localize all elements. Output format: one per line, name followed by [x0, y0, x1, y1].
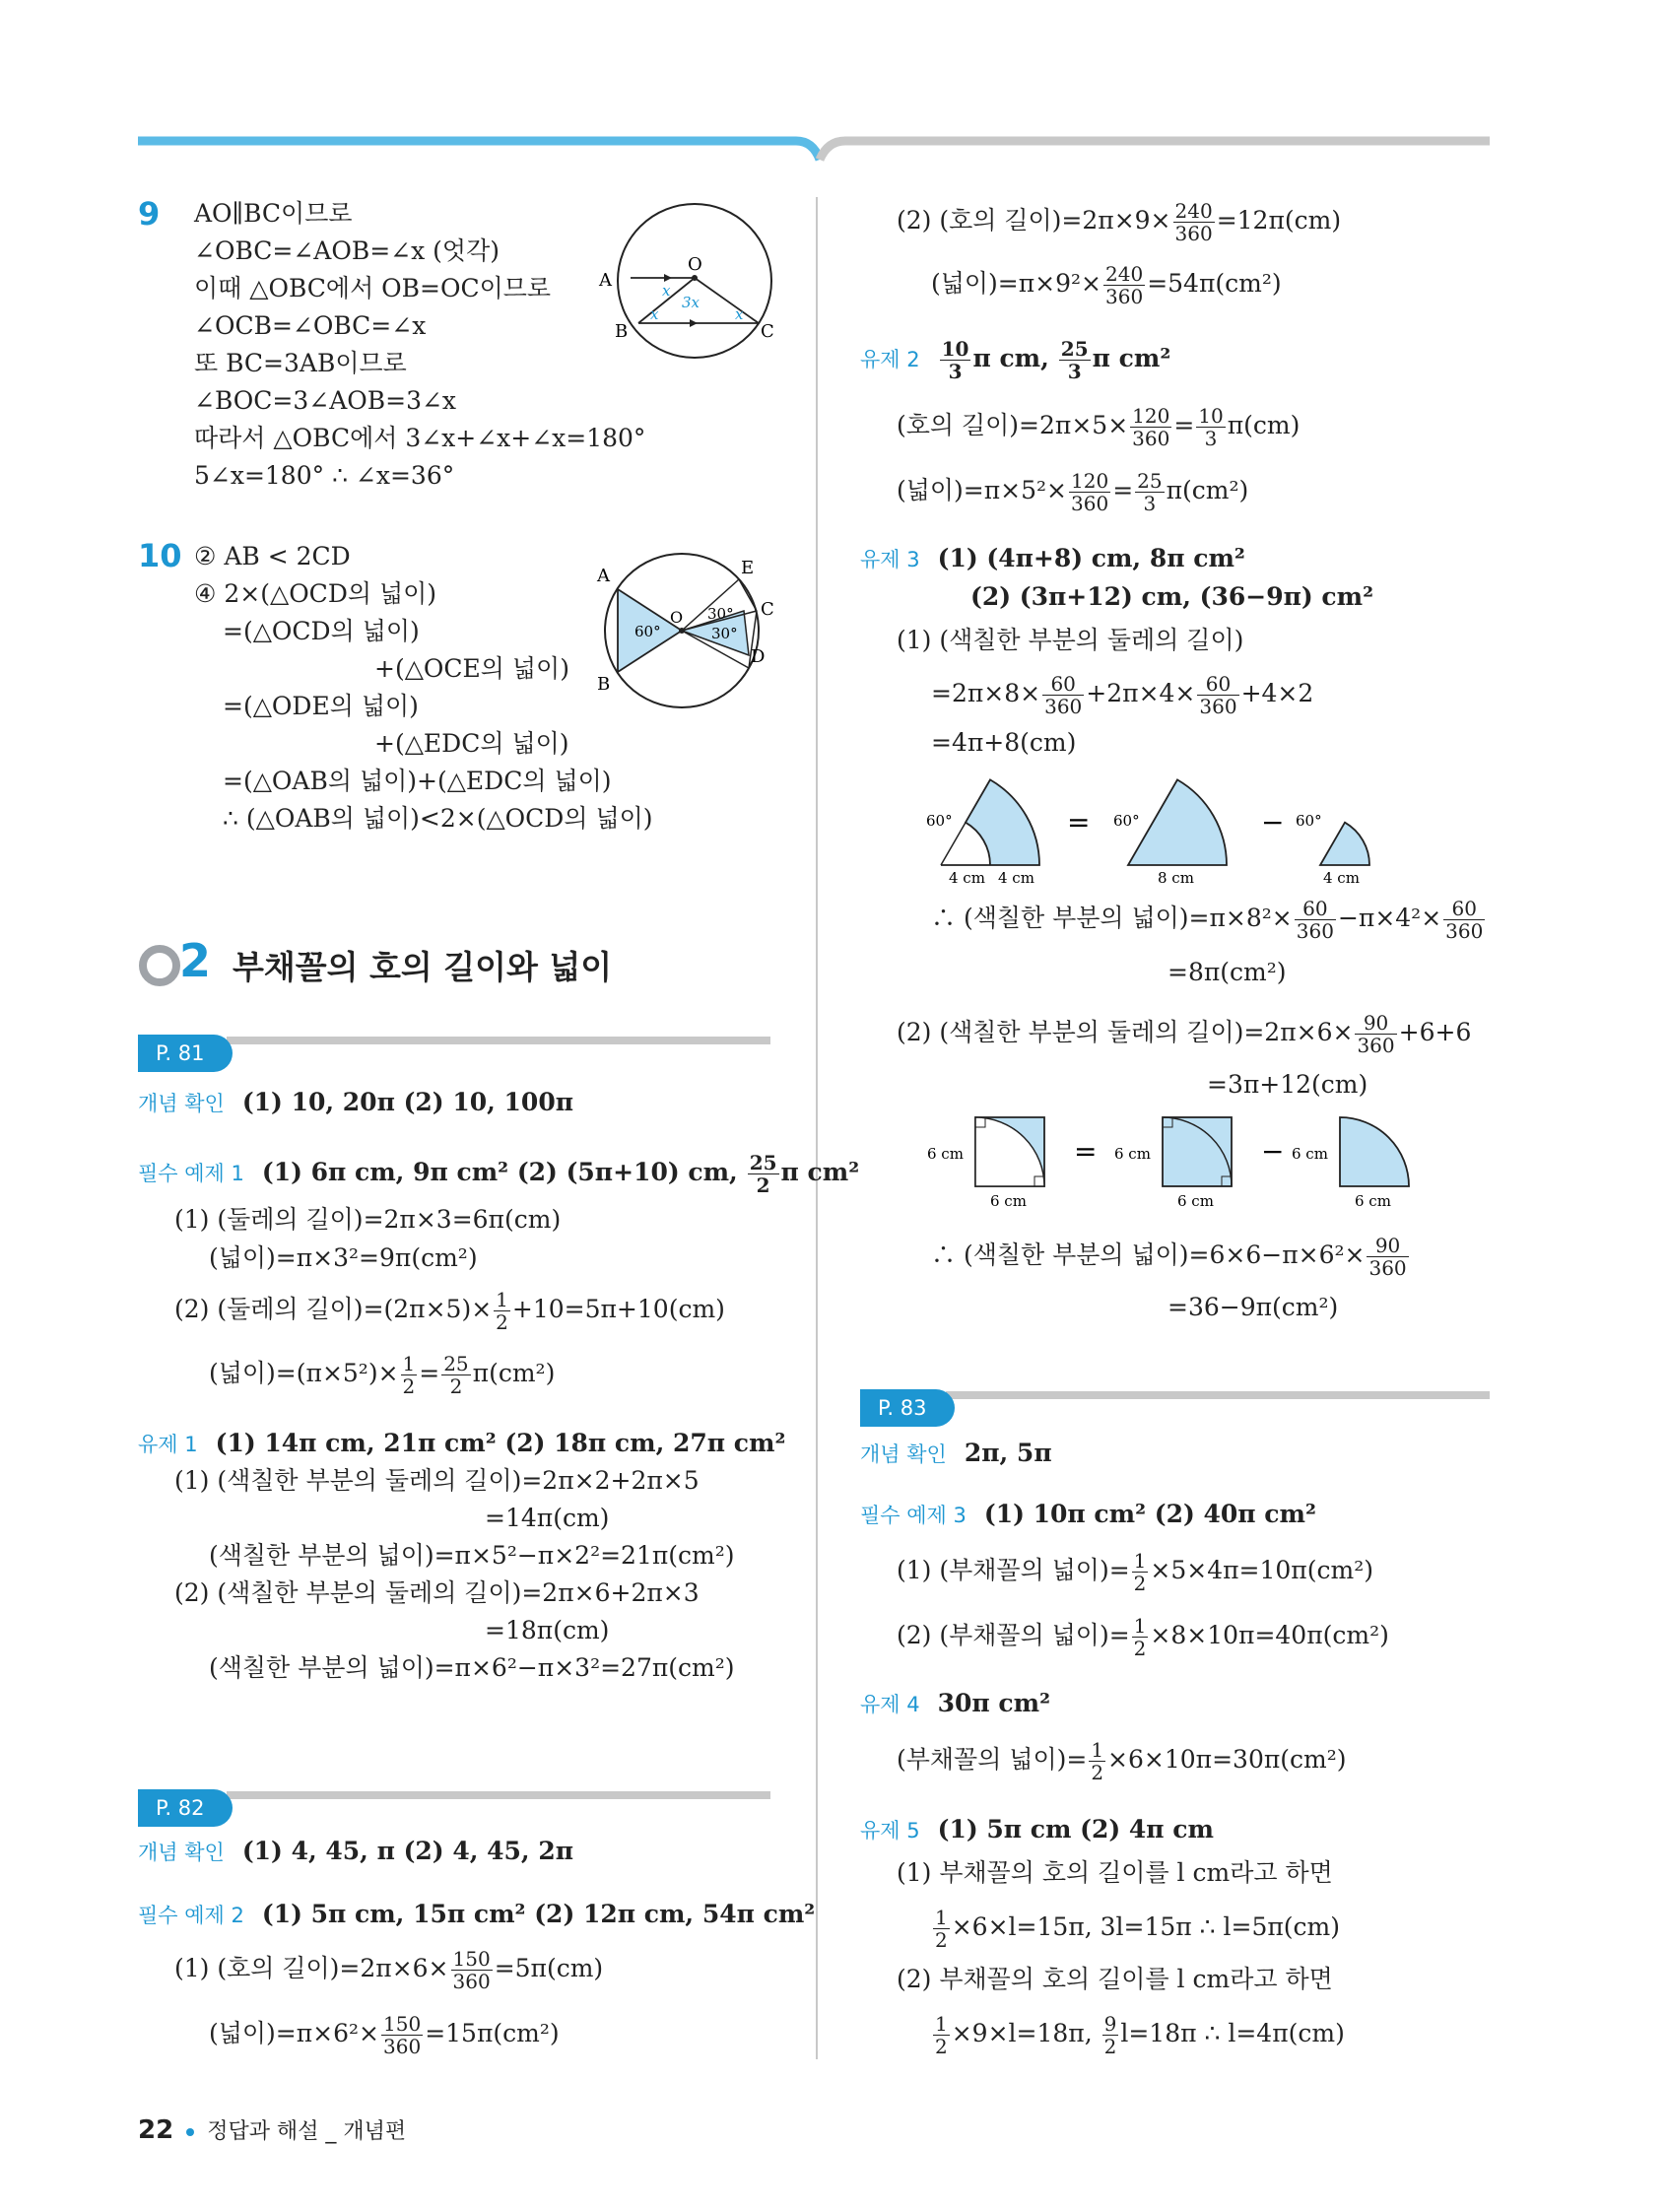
fraction: $\frac{120}{360}$	[1071, 469, 1109, 515]
y5-line: (2) 부채꼴의 호의 길이를 l cm라고 하면	[897, 1965, 1333, 1993]
text: =	[1112, 476, 1134, 504]
footer-dot-icon	[186, 2128, 194, 2136]
ex3-line	[897, 1612, 1389, 1659]
fraction: $\frac{240}{360}$	[1105, 262, 1144, 308]
equals-sign: =	[1074, 1135, 1098, 1168]
question-number-10: 10	[138, 537, 182, 574]
fraction: $\frac{60}{360}$	[1445, 897, 1484, 943]
sector-length: 8 cm	[1158, 869, 1194, 885]
text: (넓이)=π×6²×	[209, 2019, 380, 2047]
text: (호의 길이)=2π×5×	[897, 411, 1129, 439]
q10-angle-30b: 30°	[711, 625, 738, 642]
fraction: $\frac{1}{2}$	[935, 1906, 948, 1952]
q9-label-x1: x	[662, 282, 671, 300]
y3-line: =3π+12(cm)	[1207, 1070, 1368, 1099]
fraction: $\frac{90}{360}$	[1357, 1011, 1395, 1057]
fraction: $\frac{1}{2}$	[935, 2012, 948, 2058]
footer-text: 정답과 해설 _ 개념편	[207, 2119, 407, 2144]
p82-badge: P. 82	[138, 1789, 233, 1827]
text: ×5×4π=10π(cm²)	[1150, 1556, 1373, 1584]
fraction: $\frac{90}{360}$	[1368, 1234, 1407, 1280]
fraction: $\frac{1}{2}$	[1091, 1738, 1104, 1784]
y3-line	[931, 895, 1487, 942]
concept-answer: (1) 10, 20π (2) 10, 100π	[241, 1088, 574, 1116]
y5-line	[931, 1904, 1340, 1951]
ex1-line: (1) (둘레의 길이)=2π×3=6π(cm)	[174, 1205, 562, 1234]
ex2-line	[931, 260, 1282, 307]
y3-line: (1) (색칠한 부분의 둘레의 길이)	[897, 626, 1244, 654]
example-label: 필수 예제 1	[138, 1162, 244, 1185]
y3-sector-figure	[921, 767, 1512, 885]
fraction: $\frac{150}{360}$	[383, 2012, 422, 2058]
p83-y4-row	[860, 1687, 1050, 1721]
text: (부채꼴의 넓이)=	[897, 1745, 1088, 1774]
text: (1) (호의 길이)=2π×6×	[174, 1954, 449, 1982]
practice-label: 유제 4	[860, 1693, 920, 1716]
p83-badge: P. 83	[860, 1389, 955, 1427]
q10-line: +(△OCE의 넓이)	[374, 654, 569, 683]
practice-label: 유제 2	[860, 348, 920, 371]
example-label: 필수 예제 2	[138, 1904, 244, 1927]
p81-ex1-row	[138, 1151, 859, 1196]
column-divider	[816, 197, 818, 2059]
fraction: $\frac{25}{3}$	[1137, 469, 1163, 515]
text: +4×2	[1240, 679, 1314, 707]
ex1-line: (넓이)=π×3²=9π(cm²)	[209, 1243, 478, 1272]
fraction: $\frac{150}{360}$	[452, 1947, 491, 1993]
q9-label-x2: x	[650, 305, 659, 323]
equals-sign: =	[1067, 806, 1091, 838]
concept-label: 개념 확인	[138, 1092, 225, 1115]
fraction: $\frac{25}{2}$	[443, 1352, 469, 1398]
text: (넓이)=(π×5²)×	[209, 1359, 399, 1387]
y2-line	[897, 402, 1300, 449]
q9-circle-figure	[591, 197, 788, 365]
fraction: $\frac{10}{3}$	[941, 337, 969, 383]
header-rule	[0, 0, 1668, 177]
text: =54π(cm²)	[1147, 269, 1282, 298]
text: ∴ (색칠한 부분의 넓이)=6×6−π×6²×	[931, 1240, 1366, 1269]
q10-line: ② AB < 2CD	[194, 542, 351, 570]
concept-label: 개념 확인	[860, 1442, 947, 1466]
y1-answer: (1) 14π cm, 21π cm² (2) 18π cm, 27π cm²	[215, 1429, 786, 1457]
ex3-line	[897, 1547, 1373, 1594]
square-side: 6 cm	[1292, 1145, 1328, 1163]
text: (넓이)=π×5²×	[897, 476, 1068, 504]
text: =15π(cm²)	[425, 2019, 560, 2047]
fraction: $\frac{1}{2}$	[402, 1352, 416, 1398]
fraction: $\frac{25}{2}$	[749, 1151, 777, 1197]
p83-y5-row	[860, 1813, 1214, 1847]
q9-label-3x: 3x	[682, 294, 701, 311]
q10-line: =(△OCD의 넓이)	[223, 617, 420, 645]
sector-angle: 60°	[926, 812, 953, 830]
q9-line: 5∠x=180° ∴ ∠x=36°	[194, 461, 455, 490]
q10-line: =(△ODE의 넓이)	[223, 692, 419, 720]
text: −π×4²×	[1337, 904, 1442, 932]
y2-line	[897, 467, 1248, 514]
q9-label-b: B	[615, 321, 629, 342]
q10-angle-60: 60°	[634, 623, 661, 640]
text: =5π(cm)	[494, 1954, 604, 1982]
text: π cm²	[1092, 344, 1171, 372]
q10-label-a: A	[597, 566, 610, 586]
y3-line	[897, 1009, 1471, 1056]
q9-line: 따라서 △OBC에서 3∠x+∠x+∠x=180°	[194, 424, 646, 452]
p83-ex3-row	[860, 1498, 1316, 1532]
y3-line: =4π+8(cm)	[931, 728, 1077, 757]
p81-badge: P. 81	[138, 1035, 233, 1072]
square-side: 6 cm	[927, 1145, 964, 1163]
p82-y3-row	[860, 542, 1245, 576]
y1-line: (2) (색칠한 부분의 둘레의 길이)=2π×6+2π×3	[174, 1578, 700, 1607]
text: π(cm²)	[1166, 476, 1249, 504]
text: ∴ (색칠한 부분의 넓이)=π×8²×	[931, 904, 1293, 932]
p83-concept-row	[860, 1437, 1052, 1471]
ex2-line	[897, 197, 1341, 244]
example-label: 필수 예제 3	[860, 1504, 967, 1527]
q10-circle-figure	[591, 552, 788, 719]
p81-bar	[227, 1037, 770, 1044]
square-side: 6 cm	[1355, 1192, 1391, 1210]
text: +6+6	[1398, 1018, 1472, 1046]
text: π cm,	[972, 344, 1049, 372]
q10-label-c: C	[761, 599, 774, 620]
sector-angle: 60°	[1296, 812, 1322, 830]
minus-sign: −	[1261, 1135, 1285, 1168]
y1-line: (1) (색칠한 부분의 둘레의 길이)=2π×2+2π×5	[174, 1466, 700, 1495]
q9-label-o: O	[688, 254, 702, 275]
p82-y2-row	[860, 335, 1170, 383]
q10-label-o: O	[670, 608, 684, 627]
sector-length: 4 cm	[949, 869, 985, 885]
question-number-9: 9	[138, 195, 161, 233]
y3-line	[931, 1232, 1411, 1279]
y3-line	[931, 670, 1313, 717]
square-side: 6 cm	[1177, 1192, 1214, 1210]
y5-answer: (1) 5π cm (2) 4π cm	[937, 1815, 1214, 1843]
q9-label-x3: x	[735, 305, 744, 323]
q9-label-a: A	[599, 270, 612, 291]
y4-line	[897, 1736, 1347, 1783]
concept-answer: 2π, 5π	[964, 1439, 1052, 1467]
fraction: $\frac{240}{360}$	[1174, 199, 1213, 245]
y3-line: =8π(cm²)	[1168, 958, 1287, 986]
q9-line: 또 BC=3AB이므로	[194, 349, 407, 377]
text: (2) (색칠한 부분의 둘레의 길이)=2π×6×	[897, 1018, 1354, 1046]
text: =	[419, 1359, 440, 1387]
text: +10=5π+10(cm)	[511, 1295, 725, 1323]
y4-answer: 30π cm²	[937, 1689, 1051, 1717]
fraction: $\frac{10}{3}$	[1198, 404, 1224, 450]
square-side: 6 cm	[1114, 1145, 1151, 1163]
text: =12π(cm)	[1216, 206, 1342, 235]
p82-bar	[227, 1791, 770, 1799]
text: ×6×l=15π, 3l=15π ∴ l=5π(cm)	[951, 1912, 1340, 1941]
q10-label-d: D	[751, 646, 766, 667]
p81-y1-row	[138, 1427, 785, 1461]
q10-line: =(△OAB의 넓이)+(△EDC의 넓이)	[223, 767, 612, 795]
footer	[138, 2114, 406, 2145]
q9-line: ∠BOC=3∠AOB=3∠x	[194, 386, 457, 415]
text: π(cm²)	[472, 1359, 556, 1387]
q10-line: +(△EDC의 넓이)	[374, 729, 569, 758]
text: (2) (부채꼴의 넓이)=	[897, 1621, 1130, 1649]
practice-label: 유제 3	[860, 548, 920, 571]
sector-length: 4 cm	[998, 869, 1034, 885]
p81-concept-row	[138, 1086, 573, 1120]
fraction: $\frac{1}{2}$	[496, 1288, 508, 1334]
text: (2) (호의 길이)=2π×9×	[897, 206, 1171, 235]
ex1-line	[174, 1286, 725, 1333]
concept-label: 개념 확인	[138, 1841, 225, 1864]
y3-answer: (1) (4π+8) cm, 8π cm²	[937, 544, 1245, 572]
ex1-line	[209, 1350, 555, 1397]
fraction: $\frac{60}{360}$	[1296, 897, 1334, 943]
concept-answer: (1) 4, 45, π (2) 4, 45, 2π	[241, 1837, 574, 1865]
text: =	[1173, 411, 1195, 439]
fraction: $\frac{25}{3}$	[1060, 337, 1089, 383]
sector-angle: 60°	[1113, 812, 1140, 830]
q10-label-e: E	[741, 558, 755, 578]
sector-length: 4 cm	[1323, 869, 1360, 885]
text: ×8×10π=40π(cm²)	[1150, 1621, 1389, 1649]
y1-line: =14π(cm)	[485, 1504, 610, 1532]
p82-concept-row	[138, 1835, 573, 1869]
fraction: $\frac{60}{360}$	[1199, 672, 1237, 718]
fraction: $\frac{1}{2}$	[1133, 1614, 1147, 1660]
y1-line: =18π(cm)	[485, 1616, 610, 1644]
ex1-answer: (1) 6π cm, 9π cm² (2) (5π+10) cm,	[261, 1158, 738, 1186]
fraction: $\frac{60}{360}$	[1044, 672, 1083, 718]
practice-label: 유제 5	[860, 1819, 920, 1843]
q10-line: ④ 2×(△OCD의 넓이)	[194, 579, 437, 608]
q9-line: ∠OBC=∠AOB=∠x (엇각)	[194, 236, 500, 265]
p82-ex2-row	[138, 1898, 815, 1932]
q9-label-c: C	[761, 321, 774, 342]
ex3-answer: (1) 10π cm² (2) 40π cm²	[983, 1500, 1316, 1528]
ex2-answer: (1) 5π cm, 15π cm² (2) 12π cm, 54π cm²	[261, 1900, 816, 1928]
q9-line: ∠OCB=∠OBC=∠x	[194, 311, 427, 340]
text: =2π×8×	[931, 679, 1041, 707]
fraction: $\frac{9}{2}$	[1103, 2012, 1117, 2058]
practice-label: 유제 1	[138, 1433, 198, 1456]
fraction: $\frac{1}{2}$	[1133, 1549, 1147, 1595]
section-title: 부채꼴의 호의 길이와 넓이	[233, 948, 613, 986]
text: ×6×10π=30π(cm²)	[1107, 1745, 1347, 1774]
y5-line: (1) 부채꼴의 호의 길이를 l cm라고 하면	[897, 1858, 1333, 1887]
y5-line	[931, 2010, 1345, 2057]
section-number: 2	[179, 934, 212, 987]
text: (2) (둘레의 길이)=(2π×5)×	[174, 1295, 493, 1323]
text: (1) (부채꼴의 넓이)=	[897, 1556, 1130, 1584]
y3-square-figure	[921, 1106, 1434, 1214]
minus-sign: −	[1261, 806, 1285, 838]
q10-label-b: B	[597, 674, 611, 695]
q10-line: ∴ (△OAB의 넓이)<2×(△OCD의 넓이)	[223, 804, 653, 833]
q9-line: AO∥BC이므로	[194, 199, 353, 228]
q10-angle-30a: 30°	[707, 605, 734, 623]
fraction: $\frac{120}{360}$	[1132, 404, 1170, 450]
y1-line: (색칠한 부분의 넓이)=π×6²−π×3²=27π(cm²)	[209, 1653, 735, 1682]
text: +2π×4×	[1086, 679, 1196, 707]
ex1-answer-unit: π cm²	[780, 1158, 860, 1186]
text: π(cm)	[1227, 411, 1301, 439]
text: l=18π ∴ l=4π(cm)	[1120, 2019, 1345, 2047]
square-side: 6 cm	[990, 1192, 1027, 1210]
text: (넓이)=π×9²×	[931, 269, 1102, 298]
y3-line: =36−9π(cm²)	[1168, 1293, 1339, 1321]
y1-line: (색칠한 부분의 넓이)=π×5²−π×2²=21π(cm²)	[209, 1541, 735, 1570]
p83-bar	[946, 1391, 1490, 1399]
q9-line: 이때 △OBC에서 OB=OC이므로	[194, 274, 552, 302]
ex2-line	[209, 2010, 560, 2057]
ex2-line	[174, 1945, 603, 1992]
page-number: 22	[138, 2115, 174, 2145]
text: ×9×l=18π,	[951, 2019, 1093, 2047]
y3-answer-2: (2) (3π+12) cm, (36−9π) cm²	[970, 582, 1374, 611]
